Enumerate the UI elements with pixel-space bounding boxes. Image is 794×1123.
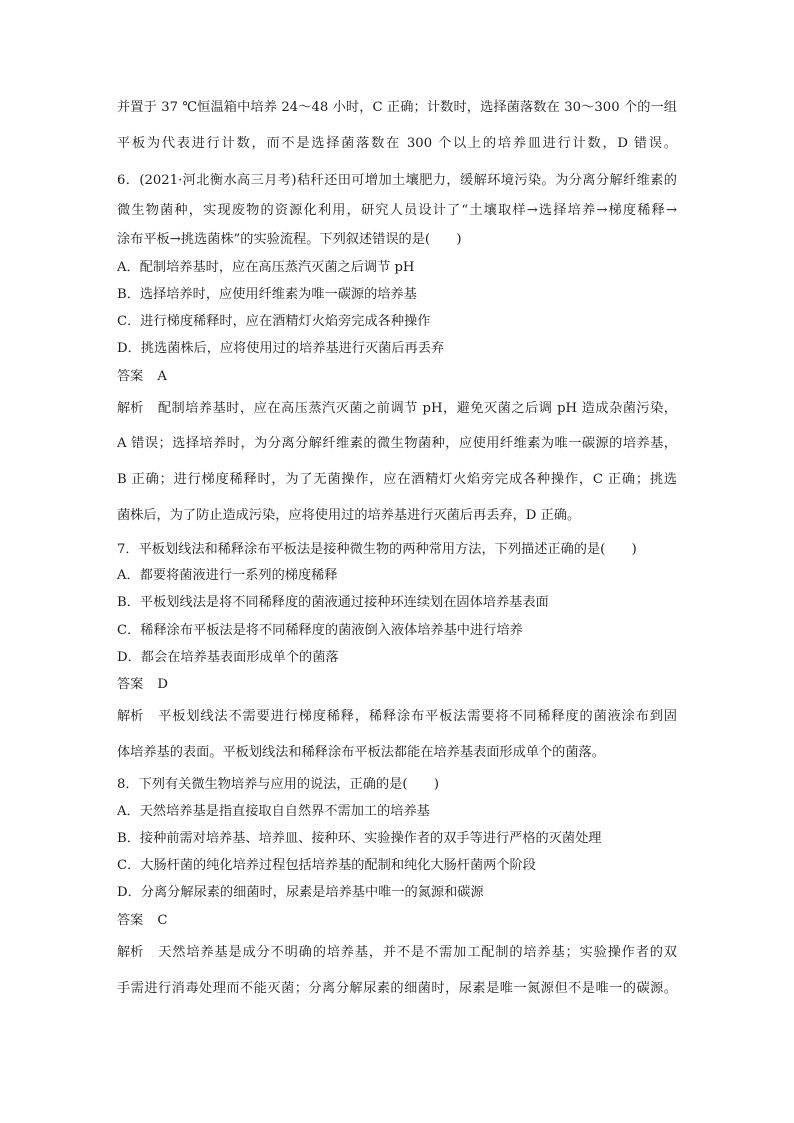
q8-analysis-line-1 [117,944,677,962]
q6-analysis-line-2: A 错误；选择培养时，为分离分解纤维素的微生物菌种，应使用纤维素为唯一碳源的培养基， [117,436,677,451]
q6-analysis-line-1 [117,400,677,418]
q6-stem-line-1: 6．(2021·河北衡水高三月考)秸秆还田可增加土壤肥力，缓解环境污染。为分离分解纤维素的 [117,173,677,188]
answer-value: D [157,677,168,692]
q6-stem-line-3: 涂布平板→挑选菌株”的实验流程。下列叙述错误的是( ) [117,232,462,247]
q6-option-d: D．挑选菌株后，应将使用过的培养基进行灭菌后再丢弃 [117,341,445,356]
analysis-label: 解析 [117,945,144,960]
q8-analysis-line-2: 手需进行消毒处理而不能灭菌；分离分解尿素的细菌时，尿素是唯一氮源但不是唯一的碳源。 [117,981,677,996]
q8-option-d: D．分离分解尿素的细菌时，尿素是培养基中唯一的氮源和碳源 [117,885,484,900]
q7-option-c: C．稀释涂布平板法是将不同稀释度的菌液倒入液体培养基中进行培养 [117,623,523,638]
q8-option-b: B．接种前需对培养基、培养皿、接种环、实验操作者的双手等进行严格的灭菌处理 [117,831,602,846]
q7-option-a: A．都要将菌液进行一系列的梯度稀释 [117,568,338,583]
q6-option-b: B．选择培养时，应使用纤维素为唯一碳源的培养基 [117,287,417,302]
analysis-label: 解析 [117,709,144,724]
q6-answer [117,368,677,386]
intro-line-1: 并置于 37 ℃恒温箱中培养 24～48 小时，C 正确；计数时，选择菌落数在 30～300 个的一组 [117,100,677,115]
q8-answer [117,912,677,930]
q7-answer [117,676,677,694]
q6-option-c: C．进行梯度稀释时，应在酒精灯火焰旁完成各种操作 [117,314,431,329]
q7-option-d: D．都会在培养基表面形成单个的菌落 [117,650,339,665]
q6-analysis-line-3: B 正确；进行梯度稀释时，为了无菌操作，应在酒精灯火焰旁完成各种操作，C 正确；挑选 [117,472,677,487]
q6-stem-line-2: 微生物菌种，实现废物的资源化利用，研究人员设计了“土壤取样→选择培养→梯度稀释→ [117,203,677,218]
q8-option-a: A．天然培养基是指直接取自自然界不需加工的培养基 [117,804,430,819]
q6-option-a: A．配制培养基时，应在高压蒸汽灭菌之后调节 pH [117,260,415,275]
answer-value: A [157,369,167,384]
intro-line-2: 平板为代表进行计数，而不是选择菌落数在 300 个以上的培养皿进行计数，D 错误。 [117,136,677,151]
analysis-text: 配制培养基时，应在高压蒸汽灭菌之前调节 pH，避免灭菌之后调 pH 造成杂菌污染， [157,401,677,416]
analysis-text: 平板划线法不需要进行梯度稀释，稀释涂布平板法需要将不同稀释度的菌液涂布到固 [157,709,677,724]
q8-option-c: C．大肠杆菌的纯化培养过程包括培养基的配制和纯化大肠杆菌两个阶段 [117,858,536,873]
answer-label: 答案 [117,677,144,692]
q8-stem-line-1: 8．下列有关微生物培养与应用的说法，正确的是( ) [117,777,439,792]
answer-label: 答案 [117,913,144,928]
answer-value: C [157,913,168,928]
q7-analysis-line-2: 体培养基的表面。平板划线法和稀释涂布平板法都能在培养基表面形成单个的菌落。 [117,745,605,760]
q7-option-b: B．平板划线法是将不同稀释度的菌液通过接种环连续划在固体培养基表面 [117,595,549,610]
analysis-text: 天然培养基是成分不明确的培养基，并不是不需加工配制的培养基；实验操作者的双 [157,945,677,960]
analysis-label: 解析 [117,401,144,416]
answer-label: 答案 [117,369,144,384]
q7-analysis-line-1 [117,708,677,726]
q7-stem-line-1: 7．平板划线法和稀释涂布平板法是接种微生物的两种常用方法，下列描述正确的是( ) [117,542,637,557]
q6-analysis-line-4: 菌株后，为了防止造成污染，应将使用过的培养基进行灭菌后再丢弃，D 正确。 [117,508,581,523]
